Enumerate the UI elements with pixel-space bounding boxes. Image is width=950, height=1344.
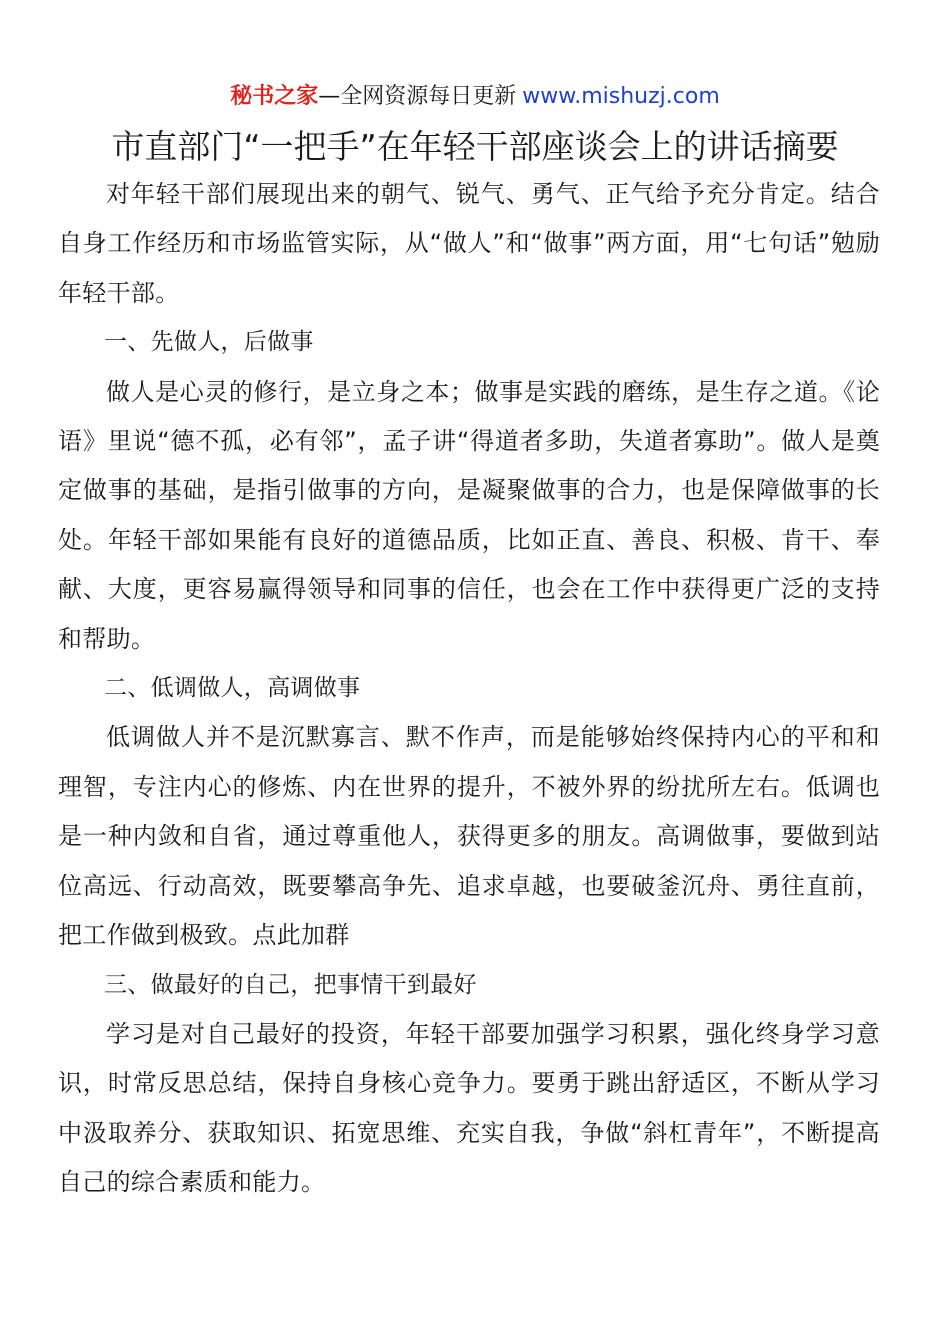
- document-body: [58, 170, 880, 1208]
- intro-paragraph: 对年轻干部们展现出来的朝气、锐气、勇气、正气给予充分肯定。结合自身工作经历和市场监管实际，从“做人”和“做事”两方面，用“七句话”勉励年轻干部。: [58, 180, 880, 307]
- section-heading-2: 二、低调做人，高调做事: [104, 675, 361, 702]
- document-title: 市直部门“一把手”在年轻干部座谈会上的讲话摘要: [111, 127, 839, 166]
- section-heading-3: 三、做最好的自己，把事情干到最好: [104, 971, 477, 998]
- section-paragraph-3: 学习是对自己最好的投资，年轻干部要加强学习积累，强化终身学习意识，时常反思总结，保持自身核心竞争力。要勇于跳出舒适区，不断从学习中汲取养分、获取知识、拓宽思维、充实自我，争做“斜杠青年”，不断提高自己的综合素质和能力。: [58, 1019, 880, 1197]
- site-link[interactable]: www.mishuzj.com: [522, 84, 720, 109]
- site-header: [0, 80, 950, 114]
- section-paragraph-2: 低调做人并不是沉默寡言、默不作声，而是能够始终保持内心的平和和理智，专注内心的修炼、内在世界的提升，不被外界的纷扰所左右。低调也是一种内敛和自省，通过尊重他人，获得更多的朋友。高调做事，要做到站位高远、行动高效，既要攀高争先、追求卓越，也要破釜沉舟、勇往直前，把工作做到极致。点此加群: [58, 723, 880, 950]
- section-heading-1: 一、先做人，后做事: [104, 329, 314, 356]
- section-paragraph-1: 做人是心灵的修行，是立身之本；做事是实践的磨练，是生存之道。《论语》里说“德不孤，必有邻”，孟子讲“得道者多助，失道者寡助”。做人是奠定做事的基础，是指引做事的方向，是凝聚做事的合力，也是保障做事的长处。年轻干部如果能有良好的道德品质，比如正直、善良、积极、肯干、奉献、大度，更容易赢得领导和同事的信任，也会在工作中获得更广泛的支持和帮助。: [58, 377, 880, 653]
- header-tagline: —全网资源每日更新: [318, 84, 517, 109]
- brand-name: 秘书之家: [230, 84, 319, 109]
